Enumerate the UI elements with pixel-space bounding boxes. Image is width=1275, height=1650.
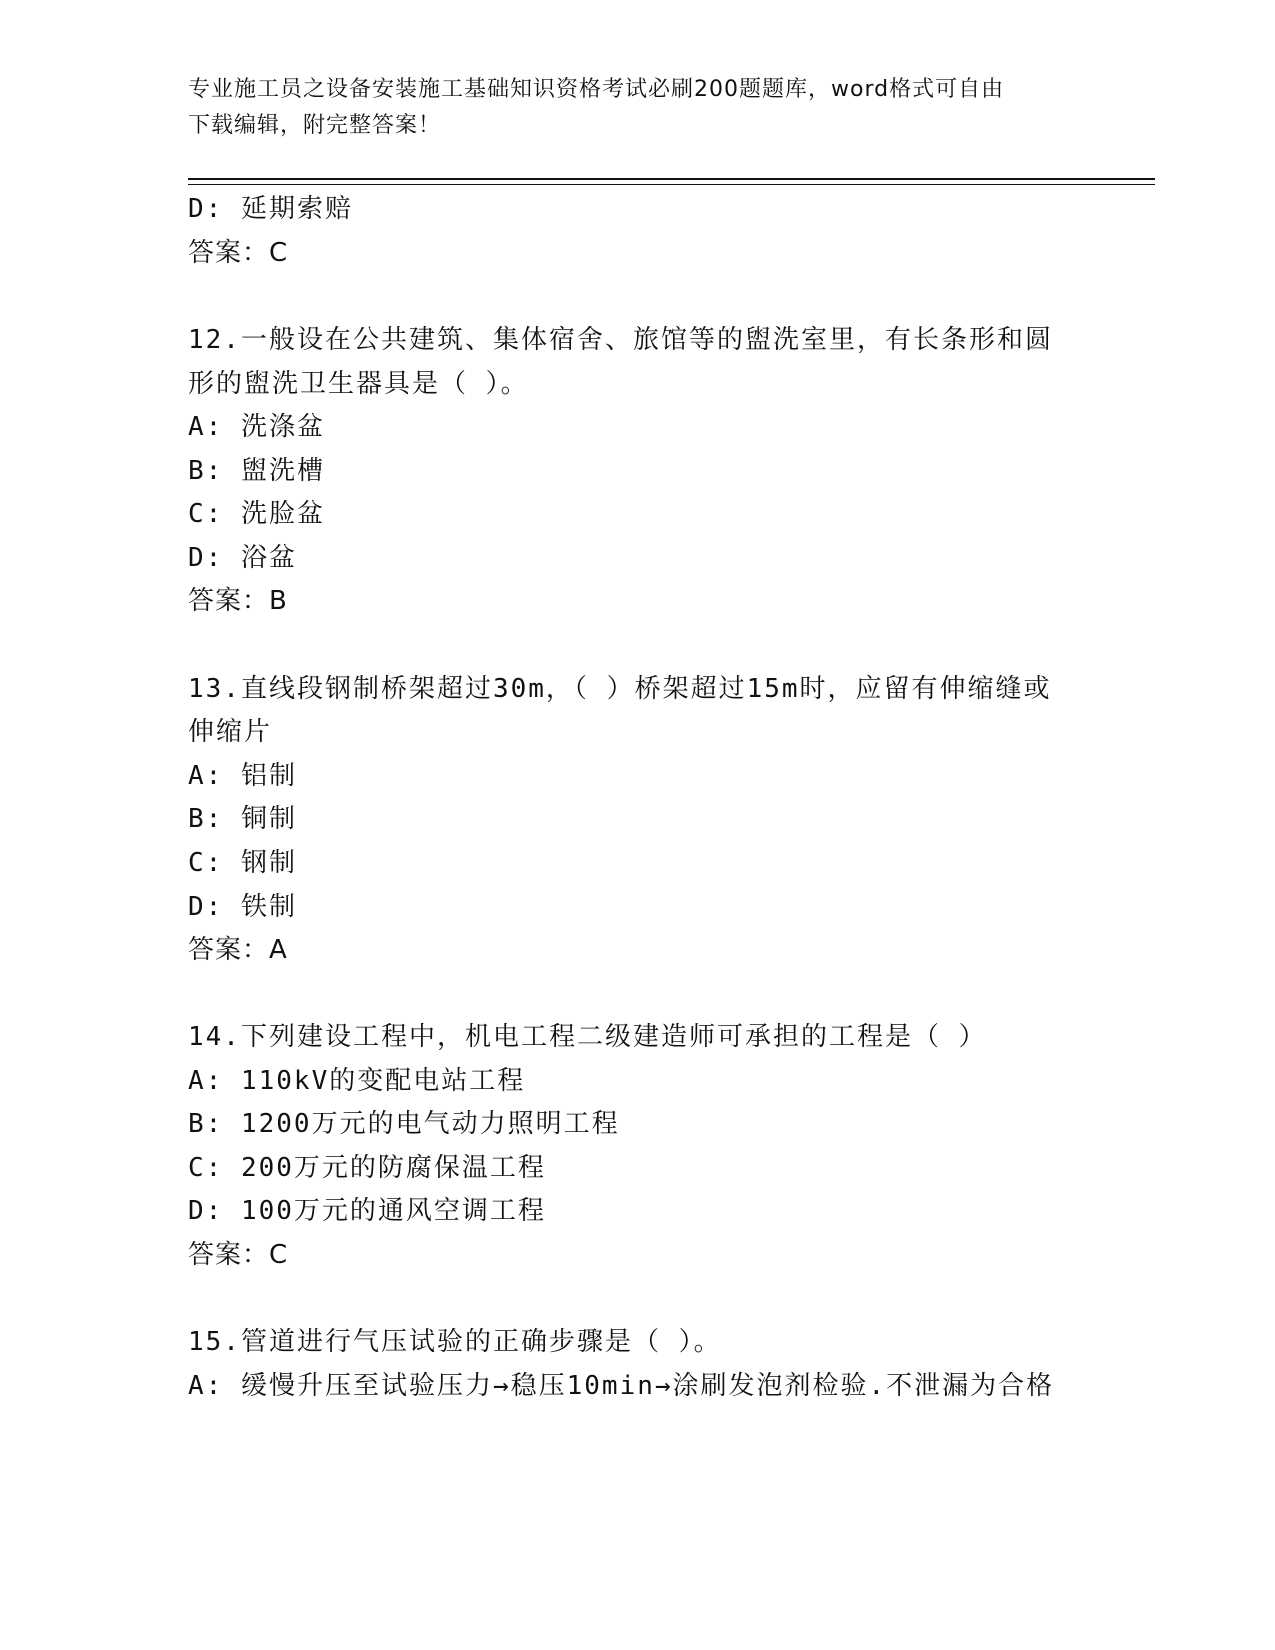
q13-option-d: D: 铁制 [188, 892, 297, 922]
q12-option-c: C: 洗脸盆 [188, 499, 325, 529]
q15-option-a: A: 缓慢升压至试验压力→稳压10min→涂刷发泡剂检验.不泄漏为合格 [188, 1371, 1055, 1401]
header-line-2: 下载编辑，附完整答案！ [188, 113, 442, 138]
q14-option-d: D: 100万元的通风空调工程 [188, 1196, 546, 1226]
q12-stem-line-1: 12.一般设在公共建筑、集体宿舍、旅馆等的盥洗室里，有长条形和圆 [188, 325, 1053, 355]
header-divider-thick [188, 178, 1155, 180]
q12-option-d: D: 浴盆 [188, 543, 297, 573]
q11-answer: 答案：C [188, 238, 289, 268]
q13-option-a: A: 铝制 [188, 761, 297, 791]
q14-answer: 答案：C [188, 1240, 289, 1270]
document-header [188, 72, 1068, 144]
q12-answer: 答案：B [188, 586, 288, 616]
q13-option-b: B: 铜制 [188, 804, 297, 834]
q14-option-a: A: 110kV的变配电站工程 [188, 1066, 526, 1096]
q11-option-d: D: 延期索赔 [188, 194, 353, 224]
header-line-1: 专业施工员之设备安装施工基础知识资格考试必刷200题题库，word格式可自由 [188, 77, 1005, 102]
q14-option-c: C: 200万元的防腐保温工程 [188, 1153, 546, 1183]
q14-stem-line-1: 14.下列建设工程中，机电工程二级建造师可承担的工程是（ ） [188, 1022, 987, 1052]
q12-stem-line-2: 形的盥洗卫生器具是（ ）。 [188, 369, 529, 399]
q12-option-b: B: 盥洗槽 [188, 456, 325, 486]
q13-stem-line-1: 13.直线段钢制桥架超过30m，（ ）桥架超过15m时，应留有伸缩缝或 [188, 674, 1052, 704]
q12-option-a: A: 洗涤盆 [188, 412, 325, 442]
q13-stem-line-2: 伸缩片 [188, 717, 273, 747]
q13-option-c: C: 钢制 [188, 848, 297, 878]
header-divider-thin [188, 184, 1155, 185]
q13-answer: 答案：A [188, 935, 288, 965]
q14-option-b: B: 1200万元的电气动力照明工程 [188, 1109, 620, 1139]
q15-stem-line-1: 15.管道进行气压试验的正确步骤是（ ）。 [188, 1327, 722, 1357]
